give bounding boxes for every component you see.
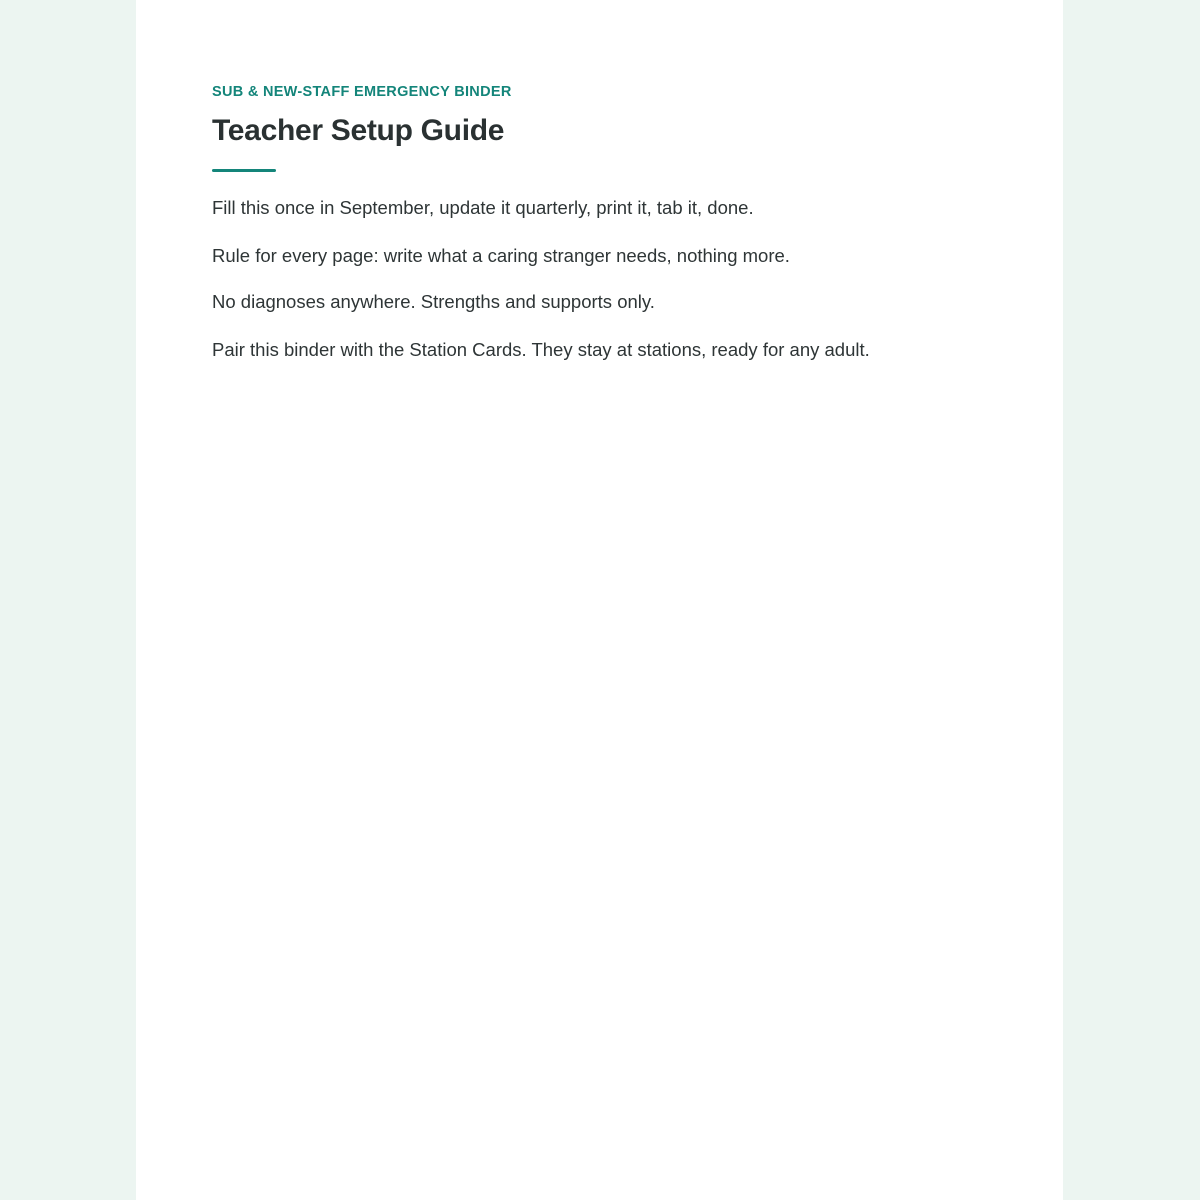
intro-paragraph-1: Fill this once in September, update it quarterly, print it, tab it, done.: [212, 197, 754, 218]
intro-paragraph-4: Pair this binder with the Station Cards. They stay at stations, ready for any adult.: [212, 339, 870, 360]
document-eyebrow: SUB & NEW-STAFF EMERGENCY BINDER: [212, 84, 512, 100]
intro-paragraph-3: No diagnoses anywhere. Strengths and supports only.: [212, 291, 655, 312]
title-underline-divider: [212, 169, 276, 172]
document-content: [212, 83, 992, 362]
page-title: Teacher Setup Guide: [212, 114, 505, 147]
intro-paragraph-2: Rule for every page: write what a caring stranger needs, nothing more.: [212, 245, 790, 266]
document-page: [136, 0, 1063, 1200]
